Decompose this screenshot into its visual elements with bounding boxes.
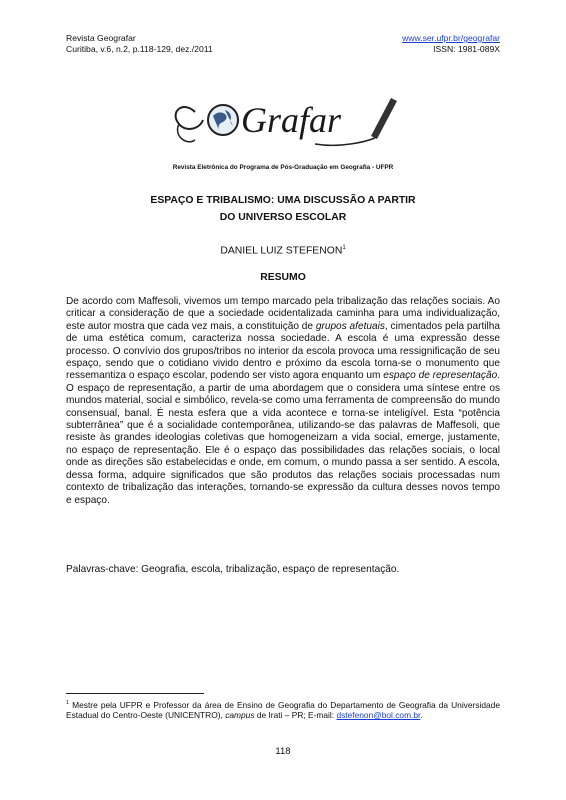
footnote-mark: 1 xyxy=(66,700,70,706)
abstract-part-3: . O espaço de representação, a partir de uma abordagem que o considera uma síntese entre os mundos material, social e simbólico, revela-se como uma ferramenta de compreensão do mundo consensual, banal. É nesta esfera que a vida acontece e torna-se inteligível. Esta “potência subterrânea” que é a socialidade contemporânea, utilizando-se das palavras de Maffesoli, que resiste às grandes ideologias coletivas que homogeneizam a vida social, emerge, justamente, no espaço de representação. Ele é o espaço das possibilidades das relações sociais, o local onde as direções são estabelecidas e onde, em comum, o mundo passa a ser sentido. A escola, dessa forma, adquire significados que são produtos das relações sociais processadas num contexto de tribalização das interações, tornando-se expressão da cultura desses novos tempo e espaço. xyxy=(66,370,501,506)
author-footnote-mark: 1 xyxy=(342,245,346,251)
journal-url-link[interactable]: www.ser.ufpr.br/geografar xyxy=(402,33,500,43)
abstract-text xyxy=(66,296,500,507)
running-header-left xyxy=(66,33,213,55)
footnote-end: . xyxy=(420,710,423,721)
footnote-text-2: de Irati – PR; E-mail: xyxy=(254,710,337,721)
abstract-part-2: , cimentados pela partilha de uma estética comum, caracteriza nossa sociedade. A escola é uma expressão desse processo. O convívio dos grupos/tribos no interior da escola provoca uma ressignificação de seu espaço, sendo que o cotidiano vivido dentro e próximo da escola torna-se o monumento que ressemantiza o espaço escolar, podendo ser visto agora enquanto um xyxy=(66,320,500,382)
author xyxy=(66,245,500,256)
pen-icon xyxy=(371,98,397,139)
footnote-email-link[interactable]: dstefenon@bol.com.br xyxy=(336,710,421,721)
page-number: 118 xyxy=(275,746,291,757)
issn: ISSN: 1981-089X xyxy=(433,44,500,54)
article-title xyxy=(66,192,500,226)
author-name: DANIEL LUIZ STEFENON xyxy=(220,245,343,257)
abstract-emphasis-1: grupos afetuais xyxy=(315,320,385,332)
abstract-heading: RESUMO xyxy=(260,272,306,283)
running-header-right xyxy=(402,33,500,55)
footnote xyxy=(66,698,500,721)
keywords: Palavras-chave: Geografia, escola, tribalização, espaço de representação. xyxy=(66,564,400,575)
footnote-text-1: Mestre pela UFPR e Professor da área de Ensino de Geografia do Departamento de Geografia da Universidade Estadual do Centro-Oeste (UNICENTRO), xyxy=(66,699,500,721)
abstract-part-1: De acordo com Maffesoli, vivemos um tempo marcado pela tribalização das relações sociais. Ao criticar a consideração de que a sociedade ocidentalizada caminha para uma individualização, este autor mostra que cada vez mais, a constituição de xyxy=(66,296,500,332)
journal-name: Revista Geografar xyxy=(66,33,136,43)
logo-subtitle: Revista Eletrônica do Programa de Pós-Graduação em Geografia - UFPR xyxy=(172,164,394,171)
citation-line: Curitiba, v.6, n.2, p.118-129, dez./2011 xyxy=(66,44,213,54)
footnote-rule xyxy=(66,693,204,694)
geografar-logo xyxy=(165,90,405,152)
logo-wordmark: Grafar xyxy=(241,100,342,140)
abstract-emphasis-2: espaço de representação xyxy=(383,370,498,382)
footnote-emphasis: campus xyxy=(225,710,255,721)
title-line-2: DO UNIVERSO ESCOLAR xyxy=(219,212,347,223)
title-line-1: ESPAÇO E TRIBALISMO: UMA DISCUSSÃO A PARTIR xyxy=(150,195,416,206)
